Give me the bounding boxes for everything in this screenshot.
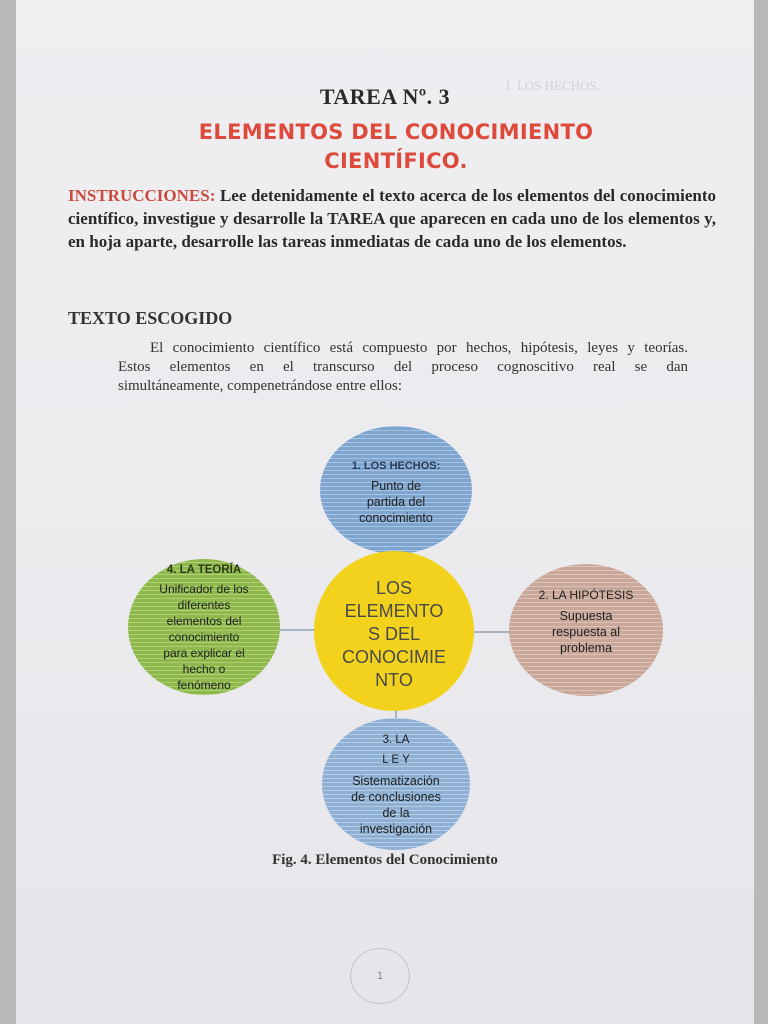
center-line-3: S DEL bbox=[367, 624, 421, 644]
document-page bbox=[16, 0, 754, 1024]
node-hipotesis bbox=[509, 564, 663, 696]
ley-line-1: Sistematización bbox=[352, 774, 440, 788]
hechos-title: 1. LOS HECHOS: bbox=[351, 460, 441, 472]
teoria-line-1: Unificador de los bbox=[159, 582, 249, 596]
instructions-text: Lee detenidamente el texto acerca de los elementos del conocimiento científico, investigue y desarrolle la TAREA que aparecen en cada uno de los elementos y, en hoja aparte, desarrolle las tareas inmediatas de cada uno de los elementos. bbox=[68, 186, 717, 251]
teoria-line-6: hecho o bbox=[182, 662, 226, 676]
hechos-line-1: Punto de bbox=[370, 479, 422, 493]
ley-line-3: de la bbox=[382, 806, 410, 820]
ley-title-line-1: 3. LA bbox=[382, 734, 410, 746]
node-center bbox=[314, 551, 474, 711]
body-line-1: El conocimiento científico está compuesto por hechos, hipótesis, leyes y teorías. bbox=[150, 340, 688, 356]
section-title: TEXTO ESCOGIDO bbox=[68, 308, 233, 328]
teoria-line-3: elementos del bbox=[166, 614, 242, 628]
body-line-3: simultáneamente, compenetrándose entre ellos: bbox=[118, 378, 403, 394]
node-hechos bbox=[320, 426, 472, 554]
center-line-2: ELEMENTO bbox=[344, 601, 444, 621]
title-line-1: ELEMENTOS DEL CONOCIMIENTO bbox=[198, 120, 594, 144]
instructions-label: INSTRUCCIONES: bbox=[68, 186, 216, 205]
teoria-title: 4. LA TEORÍA bbox=[166, 564, 242, 576]
ley-line-2: de conclusiones bbox=[351, 790, 441, 804]
teoria-line-4: conocimiento bbox=[168, 630, 240, 644]
center-line-4: CONOCIMIE bbox=[341, 647, 447, 667]
task-heading: TAREA Nº. 3 bbox=[319, 84, 451, 109]
knowledge-elements-diagram bbox=[16, 0, 754, 1024]
hipotesis-line-3: problema bbox=[559, 641, 613, 655]
center-line-5: NTO bbox=[375, 670, 413, 690]
teoria-line-2: diferentes bbox=[177, 598, 231, 612]
bleed-through-text: I. LOS HECHOS. bbox=[506, 78, 600, 93]
teoria-line-5: para explicar el bbox=[163, 646, 245, 660]
teoria-line-7: fenómeno bbox=[177, 678, 231, 692]
node-ley bbox=[322, 718, 470, 850]
ley-line-4: investigación bbox=[359, 822, 433, 836]
hechos-line-2: partida del bbox=[366, 495, 426, 509]
page-number: 1 bbox=[350, 948, 410, 1004]
hipotesis-line-1: Supuesta bbox=[559, 609, 613, 623]
center-line-1: LOS bbox=[375, 578, 413, 598]
hipotesis-title: 2. LA HIPÓTESIS bbox=[538, 588, 634, 602]
hechos-line-3: conocimiento bbox=[359, 511, 433, 525]
ley-title-line-2: L E Y bbox=[382, 754, 410, 766]
node-teoria bbox=[128, 559, 280, 695]
title-line-2: CIENTÍFICO. bbox=[324, 149, 468, 173]
body-line-2: Estos elementos en el transcurso del proceso cognoscitivo real se dan bbox=[118, 359, 688, 375]
figure-caption: Fig. 4. Elementos del Conocimiento bbox=[272, 852, 498, 868]
hipotesis-line-2: respuesta al bbox=[551, 625, 621, 639]
